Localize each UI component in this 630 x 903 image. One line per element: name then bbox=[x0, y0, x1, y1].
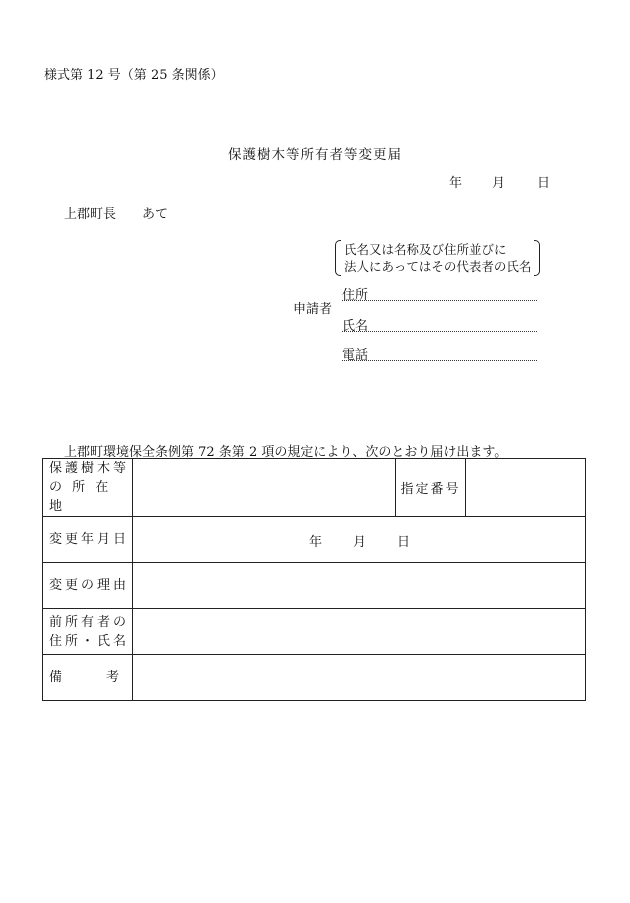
previous-owner-label bbox=[43, 609, 133, 655]
name-label: 氏名 bbox=[342, 319, 369, 334]
designation-input[interactable] bbox=[466, 459, 586, 517]
addressee-name: 上郡町長 bbox=[64, 207, 117, 222]
date-day-label: 日 bbox=[537, 176, 551, 191]
phone-label: 電話 bbox=[342, 348, 369, 363]
applicant-note-line-1: 氏名又は名称及び住所並びに bbox=[344, 242, 507, 257]
change-date-month: 月 bbox=[353, 535, 367, 550]
address-label: 住所 bbox=[342, 288, 369, 303]
table-row-remarks bbox=[43, 655, 586, 701]
right-bracket bbox=[534, 240, 540, 276]
date-year-label: 年 bbox=[449, 176, 463, 191]
addressee-suffix: あて bbox=[142, 207, 169, 222]
remarks-label-char-1: 備 bbox=[49, 670, 66, 685]
form-number: 様式第 12 号（第 25 条関係） bbox=[44, 68, 224, 83]
change-date-year: 年 bbox=[309, 535, 323, 550]
name-field[interactable] bbox=[342, 315, 537, 332]
remarks-label-char-2: 考 bbox=[105, 670, 122, 685]
left-bracket bbox=[335, 240, 341, 276]
location-label-line-1: 保護樹木等 bbox=[49, 461, 130, 476]
document-title: 保護樹木等所有者等変更届 bbox=[228, 147, 402, 163]
form-table bbox=[42, 458, 586, 701]
date-month-label: 月 bbox=[492, 176, 506, 191]
remarks-label bbox=[43, 655, 133, 701]
reason-input[interactable] bbox=[133, 563, 586, 609]
previous-owner-label-line-2: 住所・氏名 bbox=[49, 633, 130, 649]
address-field[interactable] bbox=[342, 284, 537, 301]
statement: 上郡町環境保全条例第 72 条第 2 項の規定により、次のとおり届け出ます。 bbox=[64, 445, 508, 460]
table-row-change-date bbox=[43, 517, 586, 563]
previous-owner-label-line-1: 前所有者の bbox=[49, 614, 130, 630]
table-row-previous-owner bbox=[43, 609, 586, 655]
change-date-day: 日 bbox=[397, 535, 411, 550]
change-date-input[interactable] bbox=[133, 517, 586, 563]
remarks-input[interactable] bbox=[133, 655, 586, 701]
applicant-note-line-2: 法人にあってはその代表者の氏名 bbox=[344, 259, 532, 274]
location-label-line-2: の 所 在 地 bbox=[49, 480, 112, 514]
location-label bbox=[43, 459, 133, 517]
applicant-note bbox=[335, 240, 540, 276]
phone-field[interactable] bbox=[342, 344, 537, 361]
designation-label: 指定番号 bbox=[396, 459, 466, 517]
location-input[interactable] bbox=[133, 459, 396, 517]
reason-label: 変更の理由 bbox=[43, 563, 133, 609]
applicant-note-text bbox=[344, 241, 531, 275]
applicant-label: 申請者 bbox=[293, 302, 333, 317]
previous-owner-input[interactable] bbox=[133, 609, 586, 655]
addressee bbox=[64, 203, 168, 222]
table-row-reason bbox=[43, 563, 586, 609]
table-row-location bbox=[43, 459, 586, 517]
change-date-label: 変更年月日 bbox=[43, 517, 133, 563]
